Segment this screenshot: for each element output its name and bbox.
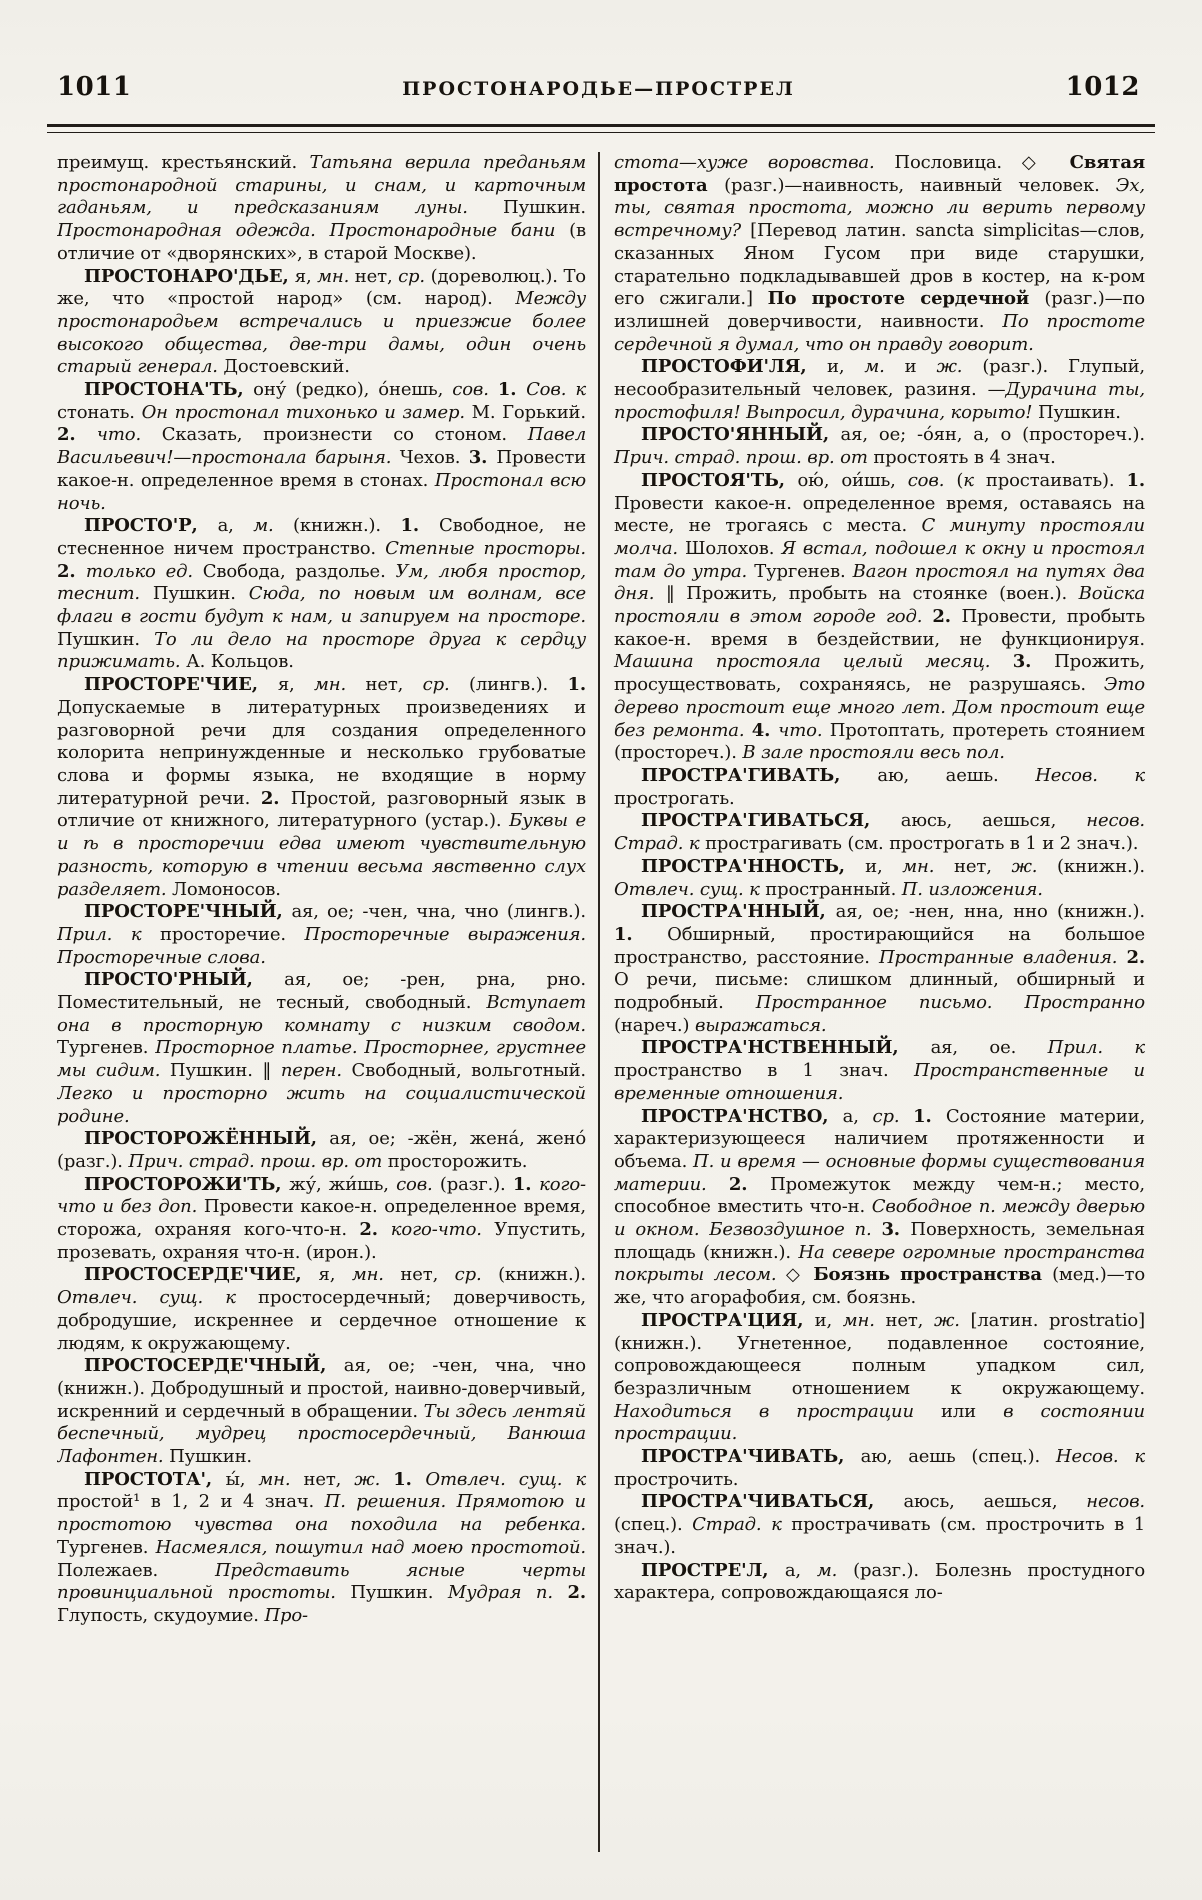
- text-run: Находиться в прострации: [614, 1400, 941, 1422]
- text-run: ПРОСТОСЕРДЕ'ЧИЕ,: [84, 1264, 319, 1286]
- text-run: Сов. к: [526, 379, 586, 401]
- text-run: Пространное письмо. Пространно: [755, 992, 1145, 1014]
- text-run: ПРОСТОНА'ТЬ,: [84, 379, 254, 401]
- text-run: что.: [96, 424, 162, 446]
- text-run: ы́,: [225, 1468, 259, 1490]
- text-run: Пушкин.: [350, 1582, 448, 1604]
- text-run: ПРОСТОНАРО'ДЬЕ,: [84, 265, 295, 287]
- dictionary-entry: [614, 1491, 1145, 1559]
- text-run: ПРОСТРА'НСТВО,: [641, 1105, 843, 1127]
- text-run: пространный.: [765, 878, 902, 900]
- text-run: Несов. к: [1035, 764, 1145, 786]
- text-run: С минуту простояли молча.: [614, 515, 1145, 559]
- text-run: 1.: [614, 923, 668, 945]
- text-run: Пословица. ◇: [894, 152, 1070, 173]
- text-run: (мед.)—то же, что агорафобия, см. боязнь.: [614, 1264, 1145, 1309]
- text-run: жу́, жи́шь,: [289, 1173, 397, 1195]
- text-run: (нареч.): [614, 1014, 695, 1036]
- text-run: 4.: [751, 719, 779, 741]
- column-left: [57, 152, 586, 1872]
- entry-continuation: [614, 152, 1145, 356]
- text-run: 1.: [400, 515, 439, 537]
- text-run: 1.: [913, 1105, 946, 1127]
- text-run: ПРОСТОРОЖИ'ТЬ,: [84, 1173, 290, 1195]
- text-run: (разг.). Глупый, несообразительный человек, разиня. —: [614, 356, 1145, 401]
- text-run: я,: [277, 674, 315, 696]
- text-run: (разг.). Болезнь простудного характера, сопровождающаяся ло-: [614, 1559, 1145, 1604]
- text-run: нет,: [885, 1309, 934, 1331]
- text-run: Прил. к: [57, 923, 161, 945]
- text-run: [Перевод латин. sancta simplicitas—слов, сказанных Яном Гусом при виде старушки, старательно подкладывавшей дров в костер, на к-ром его сжигали.]: [614, 220, 1145, 310]
- dictionary-entry: [57, 266, 586, 380]
- text-run: прострочить.: [614, 1468, 739, 1490]
- text-run: и,: [865, 855, 903, 877]
- text-run: ая, ое; -чен, чна, чно (книжн.). Добродушный и простой, наивно-доверчивый, искренний и сердечный в обращении.: [57, 1355, 586, 1422]
- text-run: и,: [826, 356, 865, 378]
- text-run: только ед.: [85, 560, 203, 582]
- text-run: или: [940, 1400, 1004, 1422]
- text-run: ПРОСТОЯ'ТЬ,: [641, 469, 798, 491]
- text-run: ПРОСТРА'ННОСТЬ,: [641, 855, 866, 877]
- text-run: Павел Васильевич!—простонала барыня.: [57, 424, 587, 469]
- text-run: ср.: [454, 1264, 499, 1286]
- text-run: Боязнь пространства: [813, 1264, 1053, 1286]
- dictionary-entry: [57, 969, 586, 1128]
- text-run: кого-что и без доп.: [57, 1173, 586, 1218]
- text-run: Он простонал тихонько и замер.: [141, 401, 472, 423]
- text-run: нет,: [400, 1264, 455, 1286]
- dictionary-entry: [57, 1128, 586, 1173]
- text-run: А. Кольцов.: [186, 651, 294, 673]
- text-run: Эх, ты, святая простота, можно ли верить первому встречному?: [614, 174, 1145, 242]
- text-run: перен.: [280, 1060, 352, 1082]
- text-run: 3.: [881, 1219, 911, 1241]
- text-run: 2.: [57, 560, 86, 582]
- text-run: 2.: [260, 787, 291, 809]
- text-run: 1.: [512, 1173, 540, 1195]
- text-run: П. решения. Прямотою и простотою чувства она походила на ребенка.: [57, 1491, 586, 1536]
- text-run: (книжн.).: [293, 515, 401, 537]
- text-run: мн.: [317, 265, 355, 287]
- text-run: 2.: [1126, 946, 1145, 968]
- text-run: П. и время — основные формы существования материи.: [614, 1150, 1145, 1195]
- text-run: Прич. страд. прош. вр. от: [128, 1150, 388, 1172]
- dictionary-entry: [614, 1310, 1145, 1446]
- text-run: ПРОСТРА'ЧИВАТЬ,: [641, 1446, 861, 1468]
- column-right: [614, 152, 1145, 1872]
- text-run: Буквы е и ѣ в просторечии едва имеют чувствительную разность, которую в чтении весьма явственно слух разделяет.: [57, 810, 586, 900]
- text-run: ону́ (редко), о́нешь,: [253, 379, 453, 401]
- text-run: 2.: [932, 606, 962, 628]
- page-number-left: 1011: [57, 72, 132, 102]
- text-run: Простой, разговорный язык в отличие от книжного, литературного (устар.).: [57, 787, 586, 832]
- text-run: Насмеялся, пошутил над моею простотой.: [155, 1536, 586, 1558]
- text-run: (в отличие от «дворянских», в старой Москве).: [57, 220, 586, 264]
- text-run: Ум, любя простор, теснит.: [57, 560, 586, 605]
- text-run: Пушкин.: [1037, 401, 1121, 423]
- text-run: ПРОСТОРОЖЁННЫЙ,: [84, 1128, 330, 1150]
- dictionary-entry: [57, 901, 586, 969]
- text-run: сов.: [452, 379, 498, 401]
- text-run: Пушкин.: [57, 628, 155, 650]
- text-run: ПРОСТРА'ГИВАТЬСЯ,: [641, 810, 901, 832]
- text-run: (разг.)—по излишней доверчивости, наивности.: [614, 288, 1145, 332]
- text-run: ПРОСТО'ЯННЫЙ,: [641, 424, 841, 446]
- text-run: мн.: [902, 855, 955, 877]
- page-number-right: 1012: [1065, 72, 1140, 102]
- text-run: и: [904, 356, 937, 378]
- text-run: Вагон простоял на путях два дня.: [614, 560, 1145, 605]
- text-run: ж.: [936, 356, 983, 378]
- text-run: Отвлеч. сущ. к: [614, 878, 766, 900]
- dictionary-entry: [614, 810, 1145, 855]
- text-run: аюсь, аешься,: [900, 810, 1087, 832]
- text-run: ж.: [354, 1468, 394, 1490]
- text-run: Легко и просторно жить на социалистической родине.: [57, 1082, 586, 1127]
- text-run: ая, ое.: [930, 1037, 1048, 1059]
- text-run: а,: [784, 1559, 817, 1581]
- text-run: Пушкин.: [503, 197, 586, 219]
- dictionary-entry: [614, 1106, 1145, 1310]
- text-run: ПРОСТОРЕ'ЧНЫЙ,: [84, 901, 292, 923]
- text-run: Свобода, раздолье.: [202, 560, 396, 582]
- text-run: прострогать.: [614, 787, 735, 809]
- text-run: аюсь, аешься,: [903, 1491, 1087, 1513]
- dictionary-entry: [57, 1355, 586, 1469]
- text-run: Мудрая п.: [447, 1582, 568, 1604]
- column-divider: [598, 152, 600, 1852]
- text-run: Пушкин.: [152, 583, 249, 605]
- text-run: Простонал всю ночь.: [57, 469, 586, 514]
- text-run: ПРОСТОТА',: [84, 1468, 226, 1490]
- text-run: Я встал, подошел к окну и простоял там до утра.: [614, 537, 1145, 582]
- text-run: Пространные владения.: [878, 946, 1127, 968]
- text-run: кого-что.: [390, 1219, 495, 1241]
- text-run: стота—хуже воровства.: [614, 152, 895, 173]
- text-run: просторожить.: [387, 1150, 528, 1172]
- text-run: ая, ое; -о́ян, а, о (простореч.).: [840, 424, 1145, 446]
- text-run: ая, ое; -чен, чна, чно (лингв.).: [291, 901, 586, 923]
- text-run: Святая простота: [614, 152, 1145, 196]
- text-run: простоять в 4 знач.: [873, 447, 1056, 469]
- text-run: Чехов.: [399, 447, 469, 469]
- text-run: Отвлеч. сущ. к: [425, 1468, 587, 1490]
- text-run: ою́, ои́шь,: [797, 469, 908, 491]
- text-run: (спец.).: [614, 1514, 693, 1536]
- text-run: Пушкин. ‖: [169, 1060, 281, 1082]
- text-run: мн.: [314, 674, 366, 696]
- text-run: Между простонародьем встречались и приезжие более высокого общества, две-три дамы, один очень старый генерал.: [57, 288, 586, 378]
- text-run: ПРОСТРА'ГИВАТЬ,: [641, 764, 878, 786]
- text-run: 1.: [393, 1468, 426, 1490]
- text-run: пространство в 1 знач.: [614, 1060, 914, 1082]
- text-run: 2.: [728, 1173, 771, 1195]
- text-run: ПРОСТОФИ'ЛЯ,: [641, 356, 827, 378]
- text-run: м.: [864, 356, 905, 378]
- dictionary-entry: [57, 1469, 586, 1628]
- text-run: аю, аешь (спец.).: [860, 1446, 1056, 1468]
- text-run: Сказать, произнести со стоном.: [161, 424, 528, 446]
- entry-continuation: [57, 152, 586, 266]
- text-run: (дореволюц.). То же, что «простой народ» (см. народ).: [57, 265, 586, 310]
- text-run: Провести какое-н. определенное время, сторожа, охраняя кого-что-н.: [57, 1196, 586, 1241]
- text-run: Простонародная одежда. Простонародные бани: [57, 220, 570, 242]
- text-run: в состоянии прострации.: [614, 1400, 1145, 1445]
- text-run: мн.: [842, 1309, 886, 1331]
- dictionary-entry: [614, 470, 1145, 765]
- text-run: ая, ое; -нен, нна, нно (книжн.).: [835, 901, 1145, 923]
- text-run: Татьяна верила преданьям простонародной старины, и снам, и карточным гаданьям, и предсказаниям луны.: [57, 152, 587, 219]
- text-run: аю, аешь.: [877, 764, 1036, 786]
- text-run: (: [956, 469, 964, 491]
- dictionary-entry: [57, 1264, 586, 1355]
- text-columns: [57, 152, 1145, 1872]
- text-run: ср.: [872, 1105, 914, 1127]
- text-run: Шолохов.: [685, 537, 782, 559]
- text-run: На севере огромные пространства покрыты лесом.: [614, 1241, 1145, 1286]
- text-run: стонать.: [57, 401, 142, 423]
- text-run: ПРОСТРА'ННЫЙ,: [641, 901, 836, 923]
- dictionary-entry: [614, 1446, 1145, 1491]
- text-run: П. изложения.: [901, 878, 1043, 900]
- text-run: Сюда, по новым им волнам, все флаги в гости будут к нам, и запируем на просторе.: [57, 583, 586, 628]
- text-run: несов. Страд. к: [614, 810, 1145, 855]
- text-run: По простоте сердечной: [767, 288, 1045, 310]
- dictionary-entry: [614, 1560, 1145, 1605]
- text-run: То ли дело на просторе друга к сердцу прижимать.: [57, 628, 586, 673]
- text-run: что.: [778, 719, 830, 741]
- text-run: ж.: [933, 1309, 971, 1331]
- text-run: ◇: [786, 1264, 814, 1286]
- text-run: Обширный, простирающийся на большое пространство, расстояние.: [614, 923, 1145, 968]
- text-run: [латин. prostratio] (книжн.). Угнетенное, подавленное состояние, сопровождающееся полным упадком сил, безразличным отношением к окружающему.: [614, 1309, 1145, 1399]
- text-run: Тургенев.: [57, 1037, 156, 1059]
- text-run: М. Горький.: [471, 401, 586, 423]
- text-run: несов.: [1086, 1491, 1145, 1513]
- text-run: ср.: [422, 674, 469, 696]
- dictionary-entry: [57, 379, 586, 515]
- text-run: Свободное п. между дверью и окном. Безвоздушное п.: [614, 1196, 1145, 1241]
- text-run: мн.: [258, 1468, 304, 1490]
- text-run: я,: [318, 1264, 352, 1286]
- text-run: Свободное, не стесненное ничем пространство.: [57, 515, 586, 559]
- text-run: м.: [253, 515, 294, 537]
- text-run: Ломоносов.: [172, 878, 281, 900]
- text-run: Провести какое-н. определенное время в стонах.: [57, 447, 586, 491]
- text-run: 1.: [1126, 469, 1145, 491]
- text-run: О речи, письме: слишком длинный, обширный и подробный.: [614, 969, 1145, 1014]
- text-run: сов.: [907, 469, 957, 491]
- dictionary-entry: [614, 765, 1145, 810]
- text-run: простой¹ в 1, 2 и 4 знач.: [57, 1491, 325, 1513]
- text-run: 3.: [468, 447, 497, 469]
- text-run: Это дерево простоит еще много лет. Дом простоит еще без ремонта.: [614, 674, 1145, 741]
- text-run: к: [963, 469, 986, 491]
- text-run: преимущ. крестьянский.: [57, 152, 310, 173]
- text-run: сов.: [396, 1173, 440, 1195]
- text-run: Машина простояла целый месяц.: [614, 651, 1013, 673]
- text-run: ПРОСТО'Р,: [84, 515, 218, 537]
- dictionary-entry: [614, 424, 1145, 469]
- text-run: ПРОСТОРЕ'ЧИЕ,: [84, 674, 278, 696]
- text-run: простосердечный; доверчивость, добродушие, искреннее и сердечное отношение к людям, к окружающему.: [57, 1287, 587, 1354]
- text-run: По простоте сердечной я думал, что он правду говорит.: [614, 310, 1145, 355]
- text-run: и,: [814, 1309, 843, 1331]
- text-run: Вступает она в просторную комнату с низким сводом.: [57, 992, 586, 1036]
- text-run: ‖ Прожить, пробыть на стоянке (воен.).: [665, 583, 1079, 605]
- text-run: (книжн.).: [498, 1264, 587, 1286]
- text-run: 2.: [57, 424, 97, 446]
- text-run: ПРОСТО'РНЫЙ,: [84, 969, 285, 991]
- text-run: просторечие.: [160, 923, 305, 945]
- text-run: Просторечные выражения. Просторечные слова.: [57, 923, 587, 968]
- text-run: (разг.).: [439, 1173, 513, 1195]
- text-run: Представить ясные черты провинциальной простоты.: [57, 1559, 586, 1604]
- text-run: Дурачина ты, простофиля! Выпросил, дурачина, корыто!: [614, 379, 1145, 423]
- text-run: (книжн.).: [1057, 855, 1145, 877]
- text-run: Просторное платье. Просторнее, грустнее мы сидим.: [57, 1037, 586, 1082]
- text-run: нет,: [365, 674, 423, 696]
- text-run: Провести какое-н. определенное время, оставаясь на месте, не трогаясь с места.: [614, 492, 1145, 537]
- text-run: Поверхность, земельная площадь (книжн.).: [614, 1219, 1145, 1263]
- text-run: простаивать).: [985, 469, 1127, 491]
- text-run: Прожить, просуществовать, сохраняясь, не разрушаясь.: [614, 651, 1145, 696]
- text-run: Степные просторы.: [385, 537, 586, 559]
- text-run: Протоптать, протереть стоянием (простореч.).: [614, 719, 1145, 764]
- text-run: прострагивать (см. прострогать в 1 и 2 знач.).: [705, 833, 1139, 855]
- dictionary-entry: [57, 674, 586, 901]
- text-run: нет,: [954, 855, 1012, 877]
- text-run: нет,: [303, 1468, 355, 1490]
- text-run: Войска простояли в этом городе год.: [614, 583, 1145, 628]
- page-header: [57, 72, 1140, 102]
- text-run: Провести, пробыть какое-н. время в бездействии, не функционируя.: [614, 606, 1145, 650]
- text-run: Состояние материи, характеризующееся наличием протяженности и объема.: [614, 1105, 1145, 1172]
- text-run: ПРОСТРА'ЦИЯ,: [641, 1309, 815, 1331]
- text-run: ПРОСТРЕ'Л,: [641, 1559, 785, 1581]
- text-run: Достоевский.: [223, 356, 350, 378]
- text-run: ПРОСТРА'ЧИВАТЬСЯ,: [641, 1491, 904, 1513]
- dictionary-entry: [614, 901, 1145, 1037]
- text-run: а,: [217, 515, 254, 537]
- dictionary-entry: [614, 856, 1145, 901]
- text-run: 1.: [567, 674, 586, 696]
- text-run: Полежаев.: [57, 1559, 215, 1581]
- text-run: Упустить, прозевать, охраняя что-н. (ирон.).: [57, 1219, 586, 1263]
- text-run: Прич. страд. прош. вр. от: [614, 447, 874, 469]
- text-run: Несов. к: [1055, 1446, 1145, 1468]
- text-run: Тургенев.: [57, 1536, 156, 1558]
- text-run: Свободный, вольготный.: [351, 1060, 586, 1082]
- text-run: ср.: [398, 265, 431, 287]
- text-run: Допускаемые в литературных произведениях и разговорной речи для создания определенного колорита непринужденные и несколько грубоватые слова и формы языка, не входящие в норму литературной речи.: [57, 696, 586, 809]
- text-run: прострачивать (см. прострочить в 1 знач.).: [614, 1514, 1145, 1558]
- text-run: нет,: [354, 265, 399, 287]
- text-run: 3.: [1012, 651, 1055, 673]
- dictionary-entry: [614, 1037, 1145, 1105]
- text-run: Отвлеч. сущ. к: [57, 1287, 259, 1309]
- text-run: Ты здесь лентяй беспечный, мудрец простосердечный, Ванюша Лафонтен.: [57, 1400, 586, 1468]
- text-run: Тургенев.: [754, 560, 853, 582]
- dictionary-entry: [614, 356, 1145, 424]
- text-run: В зале простояли весь пол.: [742, 742, 1005, 764]
- text-run: Пространственные и временные отношения.: [614, 1060, 1145, 1104]
- text-run: Прил. к: [1047, 1037, 1145, 1059]
- text-run: м.: [816, 1559, 854, 1581]
- text-run: а,: [842, 1105, 873, 1127]
- text-run: ая, ое; -жён, жена́, жено́ (разг.).: [57, 1128, 587, 1172]
- header-double-rule: [47, 124, 1155, 133]
- text-run: (лингв.).: [468, 674, 568, 696]
- text-run: ПРОСТРА'НСТВЕННЫЙ,: [641, 1037, 931, 1059]
- text-run: выражаться.: [694, 1014, 827, 1036]
- text-run: Пушкин.: [169, 1446, 253, 1468]
- text-run: ж.: [1011, 855, 1058, 877]
- text-run: 2.: [359, 1219, 391, 1241]
- text-run: 1.: [497, 379, 527, 401]
- text-run: ая, ое; -рен, рна, рно. Поместительный, не тесный, свободный.: [57, 969, 587, 1014]
- text-run: Промежуток между чем-н.; место, способное вместить что-н.: [614, 1173, 1145, 1218]
- text-run: (разг.)—наивность, наивный человек.: [724, 174, 1116, 196]
- dictionary-entry: [57, 1174, 586, 1265]
- text-run: мн.: [351, 1264, 401, 1286]
- text-run: Глупость, скудоумие.: [57, 1605, 265, 1626]
- text-run: Про-: [264, 1605, 308, 1626]
- text-run: я,: [294, 265, 318, 287]
- dictionary-entry: [57, 515, 586, 674]
- text-run: ПРОСТОСЕРДЕ'ЧНЫЙ,: [84, 1355, 344, 1377]
- running-head: ПРОСТОНАРОДЬЕ—ПРОСТРЕЛ: [402, 78, 795, 100]
- text-run: Страд. к: [692, 1514, 792, 1536]
- text-run: 2.: [567, 1582, 586, 1604]
